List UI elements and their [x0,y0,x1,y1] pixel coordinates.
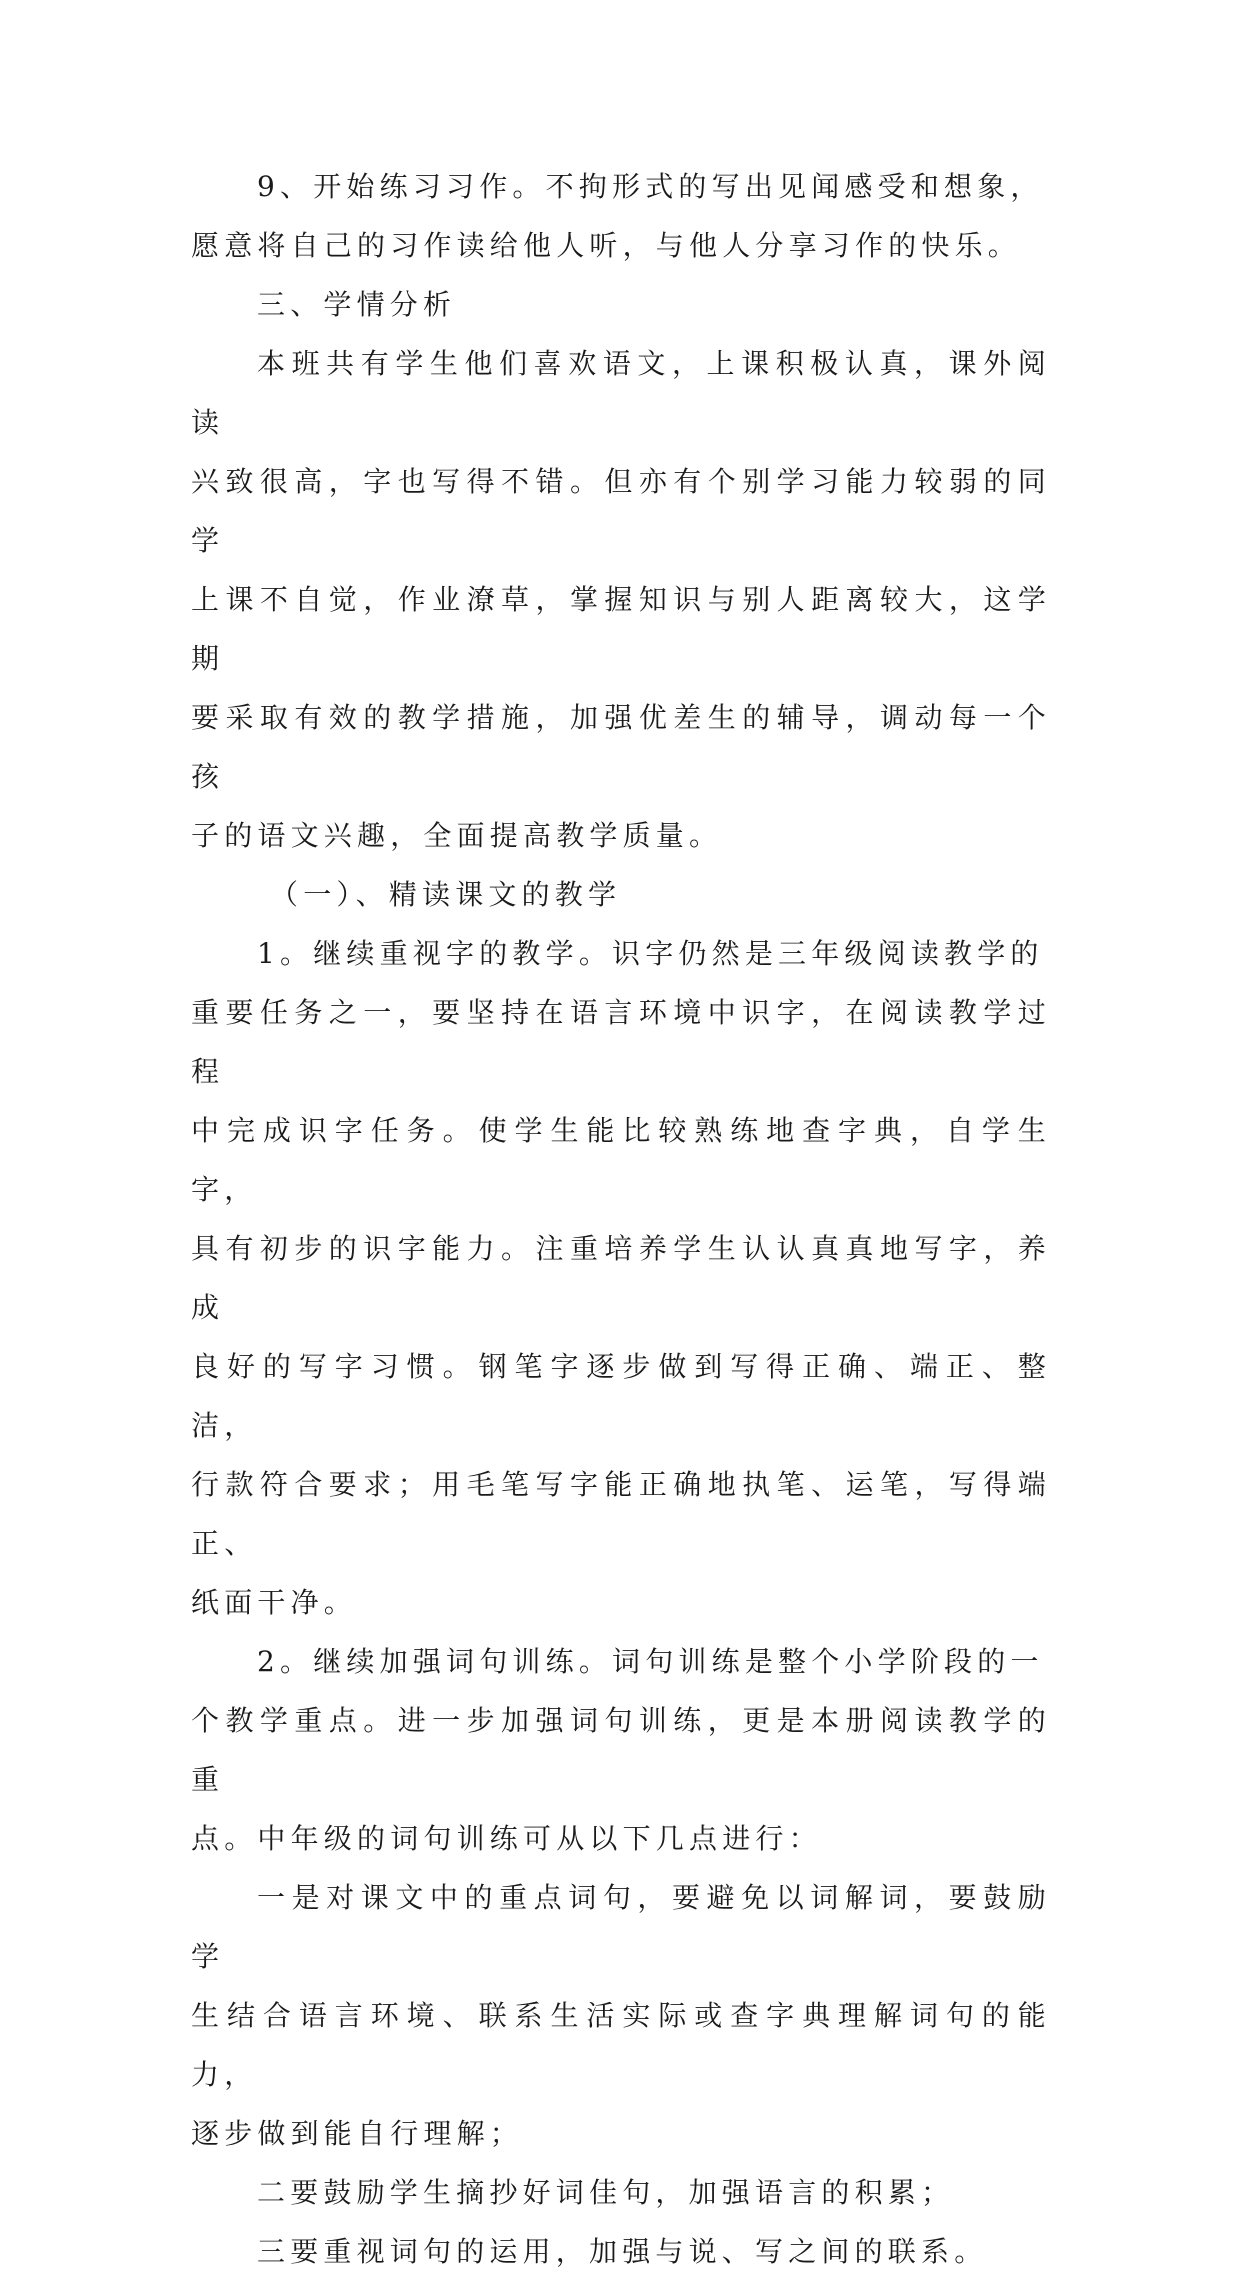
text-line: 行款符合要求；用毛笔写字能正确地执笔、运笔，写得端正、 [191,1468,1051,1560]
text-line: 1。继续重视字的教学。识字仍然是三年级阅读教学的 [257,937,1044,970]
text-line: 生结合语言环境、联系生活实际或查字典理解词句的能力， [191,1999,1051,2091]
paragraph-character-teaching [191,924,1051,1632]
text-line: 9、开始练习习作。不拘形式的写出见闻感受和想象， [257,170,1044,203]
text-line: 三、学情分析 [257,288,457,321]
text-line: 中完成识字任务。使学生能比较熟练地查字典，自学生字， [191,1114,1051,1206]
paragraph-word-sentence-training [191,1632,1051,1868]
paragraph-point-two [191,2163,1051,2222]
text-line: 纸面干净。 [191,1586,358,1619]
text-line: 一是对课文中的重点词句，要避免以词解词，要鼓励学 [191,1881,1051,1973]
text-line: 具有初步的识字能力。注重培养学生认认真真地写字，养成 [191,1232,1051,1324]
text-line: 点。中年级的词句训练可从以下几点进行： [191,1822,822,1855]
text-line: 本班共有学生他们喜欢语文，上课积极认真，课外阅读 [191,347,1051,439]
text-line: 要采取有效的教学措施，加强优差生的辅导，调动每一个孩 [191,701,1051,793]
paragraph-writing-practice [191,157,1051,275]
text-line: 子的语文兴趣，全面提高教学质量。 [191,819,723,852]
document-page [191,0,1051,2268]
text-line: 三要重视词句的运用，加强与说、写之间的联系。 [257,2235,988,2268]
text-line: 二要鼓励学生摘抄好词佳句，加强语言的积累； [257,2176,955,2209]
text-line: 兴致很高，字也写得不错。但亦有个别学习能力较弱的同学 [191,465,1051,557]
text-line: 重要任务之一，要坚持在语言环境中识字，在阅读教学过程 [191,996,1051,1088]
text-line: 2。继续加强词句训练。词句训练是整个小学阶段的一 [257,1645,1044,1678]
paragraph-point-one [191,1868,1051,2163]
text-line: 上课不自觉，作业潦草，掌握知识与别人距离较大，这学期 [191,583,1051,675]
text-line: （一）、精读课文的教学 [270,878,622,911]
text-line: 良好的写字习惯。钢笔字逐步做到写得正确、端正、整洁， [191,1350,1051,1442]
paragraph-class-analysis [191,334,1051,865]
section-heading-student-analysis [191,275,1051,334]
paragraph-point-three [191,2222,1051,2281]
subheading-intensive-reading [191,865,1051,924]
text-line: 逐步做到能自行理解； [191,2117,524,2150]
text-line: 个教学重点。进一步加强词句训练，更是本册阅读教学的重 [191,1704,1051,1796]
text-line: 愿意将自己的习作读给他人听，与他人分享习作的快乐。 [191,229,1022,262]
